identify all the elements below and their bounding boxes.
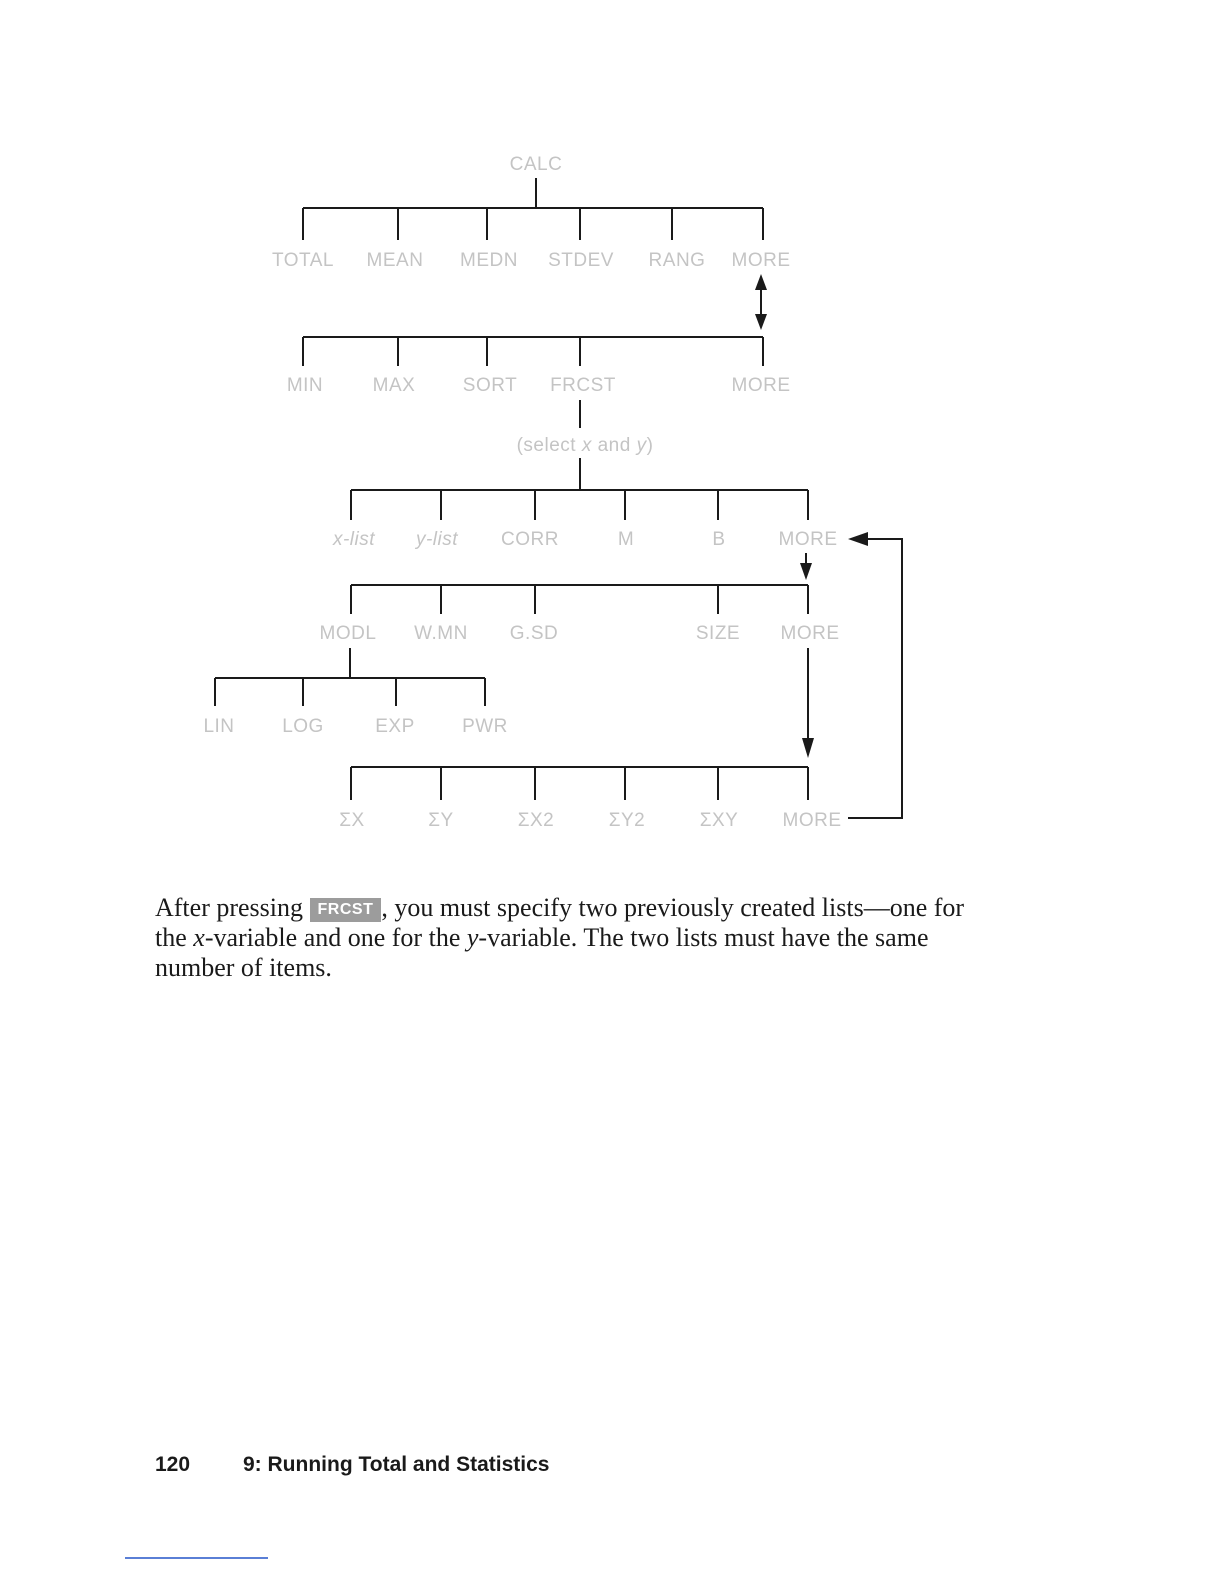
menu-item-stdev: STDEV: [548, 250, 614, 271]
arrow-up-icon: [755, 274, 767, 290]
menu-item-exp: EXP: [375, 716, 415, 737]
select-x-and-y-note: (select x and y): [516, 435, 654, 456]
menu-item-sum-x: ΣX: [339, 810, 365, 831]
menu-item-max: MAX: [372, 375, 416, 396]
menu-item-x-list: x-list: [332, 529, 376, 550]
menu-item-pwr: PWR: [462, 716, 508, 737]
menu-item-rang: RANG: [648, 250, 706, 271]
page-number: 120: [155, 1453, 191, 1476]
arrow-left-icon: [848, 532, 868, 546]
menu-root-calc: CALC: [509, 154, 563, 175]
menu-item-sort: SORT: [462, 375, 518, 396]
menu-item-total: TOTAL: [272, 250, 334, 271]
menu-item-lin: LIN: [203, 716, 235, 737]
page-footer: [155, 1453, 549, 1477]
menu-item-mean: MEAN: [366, 250, 424, 271]
menu-item-min: MIN: [286, 375, 324, 396]
bottom-rule: [125, 1557, 268, 1559]
menu-item-medn: MEDN: [460, 250, 518, 271]
menu-item-corr: CORR: [501, 529, 559, 550]
menu-item-more-6: MORE: [782, 810, 842, 831]
menu-item-more-3: MORE: [778, 529, 838, 550]
loop-back-connector: [848, 539, 902, 818]
menu-item-w-mn: W.MN: [414, 623, 468, 644]
menu-item-sum-y2: ΣY2: [608, 810, 646, 831]
menu-item-sum-y: ΣY: [428, 810, 454, 831]
menu-item-m: M: [617, 529, 635, 550]
menu-item-more-2: MORE: [731, 375, 791, 396]
menu-item-log: LOG: [282, 716, 324, 737]
menu-item-more-4: MORE: [780, 623, 840, 644]
menu-item-frcst: FRCST: [550, 375, 616, 396]
body-paragraph: After pressing FRCST , you must specify two previously created lists—one for the x-variable and one for the y-variable. The two lists must have the same number of items.: [155, 893, 965, 982]
arrow-down-icon: [800, 563, 812, 580]
menu-item-size: SIZE: [695, 623, 741, 644]
chapter-title: 9: Running Total and Statistics: [243, 1453, 550, 1476]
arrow-down-icon: [802, 738, 814, 758]
menu-item-g-sd: G.SD: [509, 623, 559, 644]
menu-item-modl: MODL: [319, 623, 377, 644]
frcst-key-icon: FRCST: [310, 898, 382, 922]
arrow-down-icon: [755, 314, 767, 330]
menu-item-y-list: y-list: [415, 529, 459, 550]
menu-item-sum-xy: ΣXY: [699, 810, 739, 831]
menu-item-b: B: [712, 529, 726, 550]
menu-item-more-1: MORE: [731, 250, 791, 271]
menu-item-sum-x2: ΣX2: [517, 810, 555, 831]
